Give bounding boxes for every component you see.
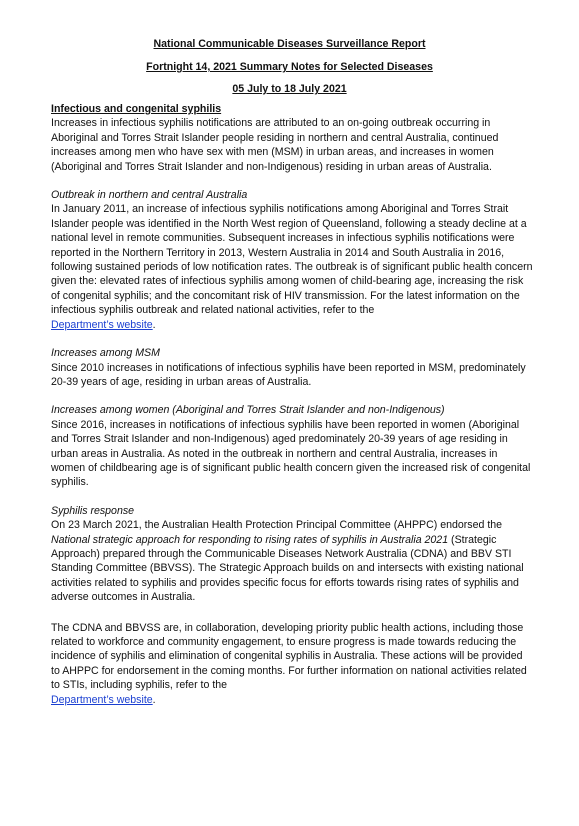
section-intro: Increases in infectious syphilis notifications are attributed to an on-going outbreak occurring in Aboriginal and Torres Strait Islander people residing in northern and central Australia, continued increases among men who have sex with men (MSM) in urban areas, and increases in women (Aboriginal and Torres Strait Islander and non-Indigenous) residing in urban areas of Australia. <box>51 117 499 173</box>
response-paragraph-2 <box>51 621 533 707</box>
spacer <box>51 605 533 621</box>
women-text: Since 2016, increases in notifications of infectious syphilis have been reported in women (Aboriginal and Torres Strait Islander and non-Indigenous) aged predominately 20-39 years of age residing in urban areas in Australia. As noted in the outbreak in northern and central Australia, increases in women of childbearing age is of significant public health concern given the increased risk of congenital syphilis. <box>51 418 531 489</box>
report-dates: 05 July to 18 July 2021 <box>232 83 347 95</box>
outbreak-text: In January 2011, an increase of infectious syphilis notifications among Aboriginal and Torres Strait Islander people was identified in the North West region of Queensland, following a steady decline at a national level in remote communities. Subsequent increases in infectious syphilis notifications were reported in the Northern Territory in 2013, Western Australia in 2014 and South Australia in 2016, following sustained periods of low notification rates. The outbreak is of significant public health concern given the: elevated rates of infectious syphilis among women of child-bearing age, increasing the risk of congenital syphilis; and the concomitant risk of HIV transmission. For the latest information on the infectious syphilis outbreak and related national activities, refer to the <box>51 203 533 317</box>
strategic-approach-title: National strategic approach for responding to rising rates of syphilis in Australia 2021 <box>51 533 449 546</box>
spacer <box>51 174 533 188</box>
response-paragraph <box>51 518 533 604</box>
department-website-link[interactable]: Department’s website <box>51 318 153 331</box>
response-text-after: (Strategic Approach) prepared through the Communicable Diseases Network Australia (CDNA) and BBV STI Standing Committee (BBVSS). The Strategic Approach builds on and intersects with existing national activities related to syphilis and provides specific focus for efforts towards rising rates of syphilis and adverse outcomes in Australia. <box>51 533 524 604</box>
response-heading: Syphilis response <box>51 504 135 517</box>
msm-text: Since 2010 increases in notifications of infectious syphilis have been reported in MSM, predominately 20-39 years of age, residing in urban areas of Australia. <box>51 361 526 388</box>
outbreak-heading: Outbreak in northern and central Australia <box>51 189 248 202</box>
report-body <box>51 102 533 707</box>
msm-heading: Increases among MSM <box>51 347 160 360</box>
outbreak-period: . <box>152 318 156 331</box>
outbreak-paragraph <box>51 202 533 332</box>
response-text-before: On 23 March 2021, the Australian Health Protection Principal Committee (AHPPC) endorsed the <box>51 519 503 532</box>
response-paragraph-2-text: The CDNA and BBVSS are, in collaboration, developing priority public health actions, including those related to workforce and community engagement, to ensure progress is made towards reducing the incidence of syphilis and elimination of congenital syphilis in Australia. These actions will be provided to AHPPC for endorsement in the coming months. For further information on national activities related to STIs, including syphilis, refer to the <box>51 621 527 692</box>
report-title: National Communicable Diseases Surveillance Report <box>153 38 426 50</box>
section-title: Infectious and congenital syphilis <box>51 103 222 115</box>
spacer <box>51 490 533 504</box>
spacer <box>51 389 533 403</box>
response-period: . <box>152 693 156 706</box>
women-heading: Increases among women (Aboriginal and Torres Strait Islander and non-Indigenous) <box>51 404 445 417</box>
spacer <box>51 332 533 346</box>
department-website-link-2[interactable]: Department’s website <box>51 693 153 706</box>
report-subtitle: Fortnight 14, 2021 Summary Notes for Selected Diseases <box>146 61 433 73</box>
